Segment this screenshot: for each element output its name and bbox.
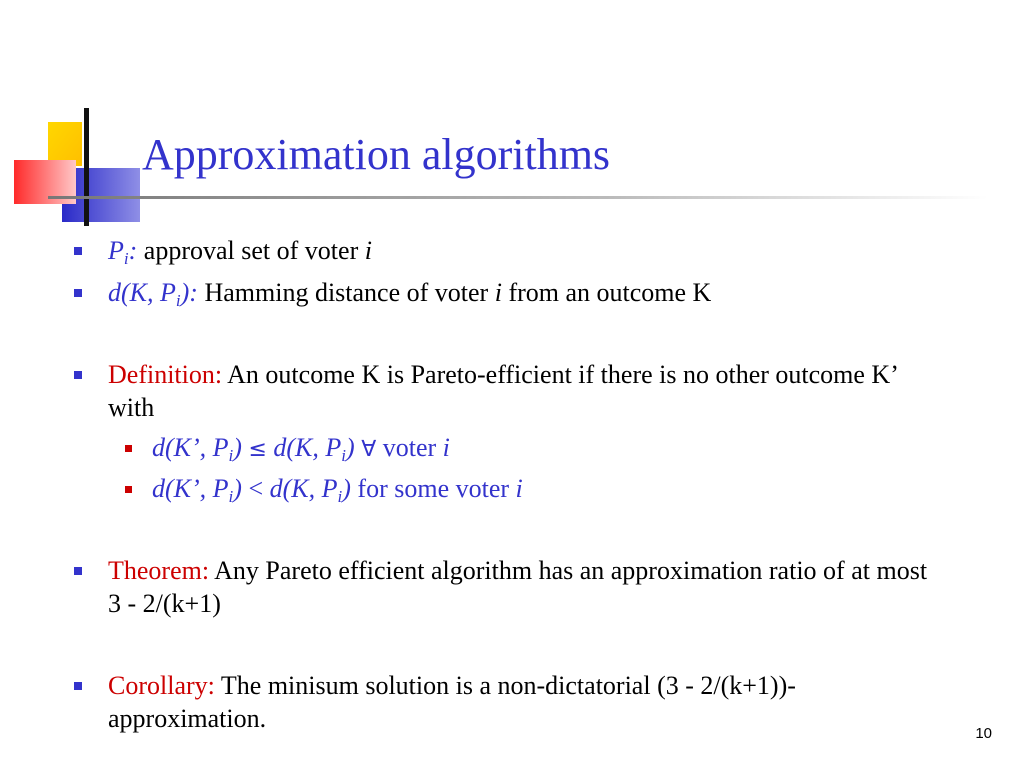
- bullet-corollary: [108, 669, 928, 735]
- title-underline: [48, 196, 988, 199]
- theorem-text: Any Pareto efficient algorithm has an approximation ratio of at most 3 - 2/(k+1): [108, 556, 928, 618]
- sub-bullet-marker: [125, 486, 132, 493]
- leq-symbol: ≤: [248, 437, 267, 462]
- corollary-text: The minisum solution is a non-dictatorial (3 - 2/(k+1))-approximation.: [108, 671, 796, 733]
- math-p-i: $P_i$:: [108, 236, 138, 268]
- definition-label: Definition:: [108, 360, 223, 389]
- page-number: 10: [975, 725, 992, 742]
- sub-bullet-strict-dominance: d(K’, $P_i) < d(K$, $P_i$) for some voter i: [152, 472, 932, 505]
- forall-symbol: ∀: [361, 437, 377, 462]
- title-decoration: [0, 0, 1024, 240]
- bullet-approval-set: $P_i$: approval set of voter i: [108, 234, 928, 267]
- lt-symbol: <: [248, 474, 264, 503]
- bullet-definition: [108, 358, 928, 424]
- slide-title: Approximation algorithms: [142, 130, 611, 179]
- theorem-label: Theorem:: [108, 556, 210, 585]
- corollary-label: Corollary:: [108, 671, 215, 700]
- sub-bullet-marker: [125, 445, 132, 452]
- bullet-theorem: [108, 554, 928, 620]
- yellow-square: [48, 122, 82, 166]
- bullet-marker: [74, 247, 82, 255]
- bullet-hamming-distance: d(K, $P_i$): Hamming distance of voter i from an outcome K: [108, 276, 928, 309]
- bullet-marker: [74, 682, 82, 690]
- vertical-bar: [84, 108, 89, 226]
- bullet-marker: [74, 567, 82, 575]
- bullet-marker: [74, 289, 82, 297]
- definition-text: An outcome K is Pareto-efficient if there is no other outcome K’ with: [108, 360, 897, 422]
- math-d-k-pi: d(K, $P_i$):: [108, 278, 198, 310]
- bullet-marker: [74, 371, 82, 379]
- sub-bullet-weak-dominance: d(K’, $P_i) \le d(K$, $P_i$) ∀ voter i: [152, 431, 932, 466]
